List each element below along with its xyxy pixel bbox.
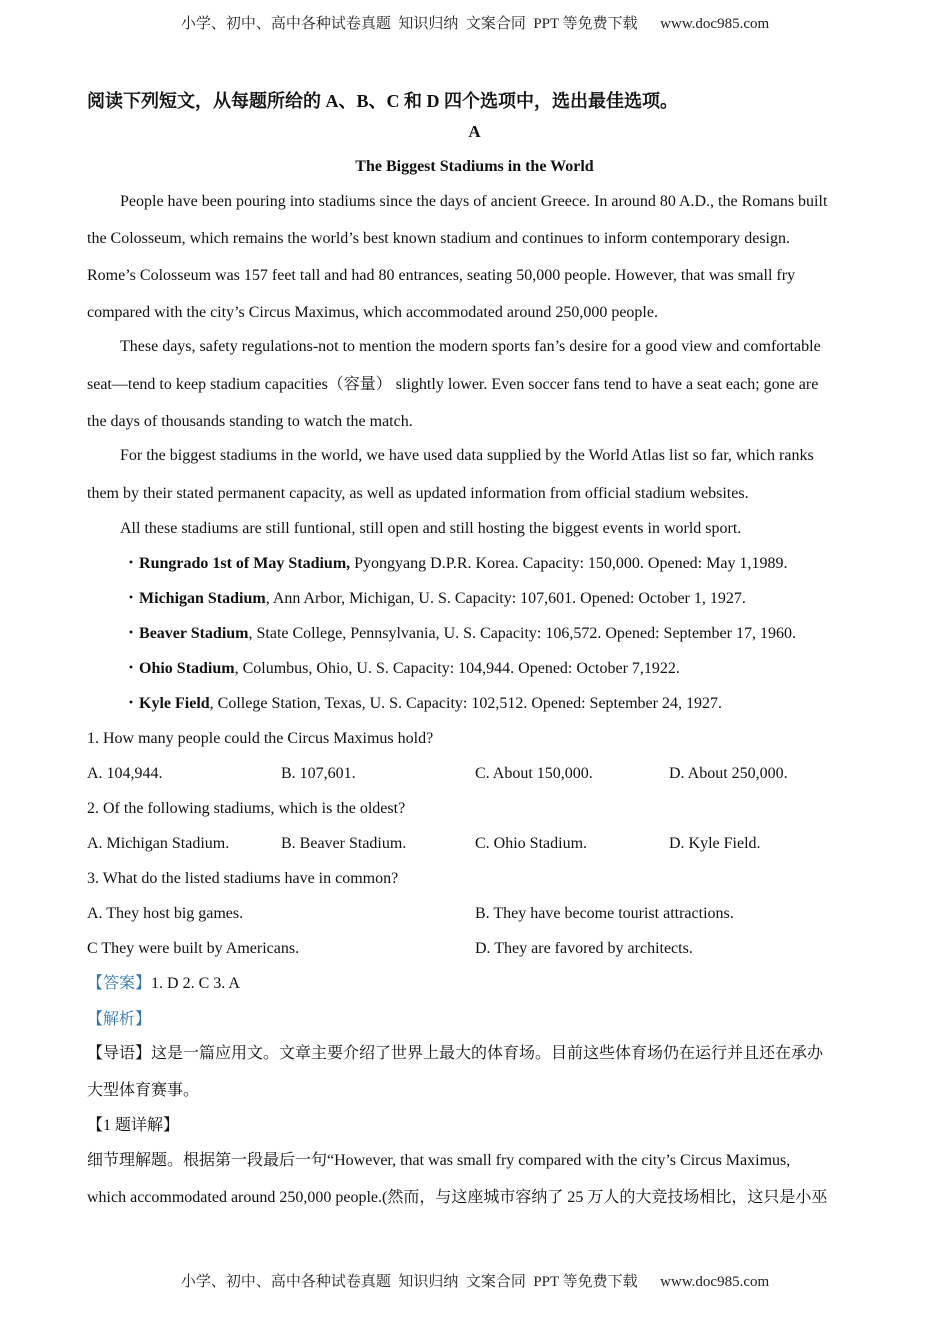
text-line: compared with the city’s Circus Maximus, which accommodated around 250,000 people. — [87, 304, 658, 321]
option: D. They are favored by architects. — [475, 940, 693, 957]
stadium-detail: Pyongyang D.P.R. Korea. Capacity: 150,000. Opened: May 1,1989. — [350, 555, 788, 572]
option: D. About 250,000. — [669, 765, 788, 782]
bullet: ・ — [123, 660, 140, 677]
text-line: Rome’s Colosseum was 157 feet tall and had 80 entrances, seating 50,000 people. However, that was small fry — [87, 267, 796, 284]
question-2: 2. Of the following stadiums, which is the oldest? — [87, 800, 406, 817]
stadium-detail: , Columbus, Ohio, U. S. Capacity: 104,944. Opened: October 7,1922. — [234, 660, 680, 677]
stadium-name: Kyle Field — [139, 695, 210, 712]
list-item — [87, 658, 862, 680]
question-3-options-row-1 — [87, 903, 862, 925]
bullet: ・ — [123, 625, 140, 642]
q1-detail-line: which accommodated around 250,000 people.(然而，与这座城市容纳了 25 万人的大竞技场相比，这只是小巫 — [87, 1189, 828, 1206]
bullet: ・ — [123, 555, 140, 572]
paragraph-1 — [87, 191, 862, 324]
stadium-detail: , State College, Pennsylvania, U. S. Capacity: 106,572. Opened: September 17, 1960. — [248, 625, 796, 642]
option: D. Kyle Field. — [669, 835, 761, 852]
option: C. About 150,000. — [475, 765, 593, 782]
page-footer: 小学、初中、高中各种试卷真题 知识归纳 文案合同 PPT 等免费下载 www.doc985.com — [180, 1274, 770, 1290]
paragraph-2 — [87, 336, 862, 433]
text-line: People have been pouring into stadiums since the days of ancient Greece. In around 80 A.D., the Romans built — [120, 193, 828, 210]
stadium-list — [87, 553, 862, 715]
text-line: These days, safety regulations-not to mention the modern sports fan’s desire for a good view and comfortable — [120, 338, 821, 355]
passage-title: The Biggest Stadiums in the World — [355, 158, 594, 175]
list-item — [87, 693, 862, 715]
answer-label: 【答案】 — [87, 975, 152, 992]
text-line: the days of thousands standing to watch the match. — [87, 413, 413, 430]
option: A. They host big games. — [87, 905, 244, 922]
stadium-name: Beaver Stadium — [139, 625, 249, 642]
instruction: 阅读下列短文，从每题所给的 A、B、C 和 D 四个选项中，选出最佳选项。 — [87, 91, 678, 111]
option: A. 104,944. — [87, 765, 163, 782]
guide-text: 这是一篇应用文。文章主要介绍了世界上最大的体育场。目前这些体育场仍在运行并且还在承办 — [151, 1045, 824, 1062]
section-label: A — [468, 122, 481, 141]
option: B. 107,601. — [281, 765, 356, 782]
analysis-label: 【解析】 — [87, 1011, 152, 1028]
text-line: seat—tend to keep stadium capacities（容量） slightly lower. Even soccer fans tend to have a seat each; gone are — [87, 376, 819, 393]
bullet: ・ — [123, 695, 140, 712]
option: C They were built by Americans. — [87, 940, 300, 957]
option: A. Michigan Stadium. — [87, 835, 230, 852]
q1-detail-line: 细节理解题。根据第一段最后一句“However, that was small fry compared with the city’s Circus Maximus, — [87, 1152, 791, 1169]
option: B. Beaver Stadium. — [281, 835, 407, 852]
question-3-options-row-2 — [87, 938, 862, 960]
document-body — [87, 86, 862, 1209]
guide-label: 【导语】 — [87, 1045, 152, 1062]
list-item — [87, 588, 862, 610]
paragraph-3 — [87, 445, 862, 505]
text-line: All these stadiums are still funtional, still open and still hosting the biggest events in world sport. — [120, 520, 742, 537]
stadium-name: Rungrado 1st of May Stadium, — [139, 555, 351, 572]
list-item — [87, 623, 862, 645]
list-item — [87, 553, 862, 575]
answer-line — [87, 973, 862, 995]
stadium-name: Michigan Stadium — [139, 590, 266, 607]
option: B. They have become tourist attractions. — [475, 905, 734, 922]
bullet: ・ — [123, 590, 140, 607]
paragraph-4 — [87, 518, 862, 540]
q1-detail-label: 【1 题详解】 — [87, 1117, 180, 1134]
text-line: For the biggest stadiums in the world, we have used data supplied by the World Atlas list so far, which ranks — [120, 447, 814, 464]
question-2-options — [87, 833, 862, 855]
question-3: 3. What do the listed stadiums have in common? — [87, 870, 399, 887]
stadium-detail: , College Station, Texas, U. S. Capacity: 102,512. Opened: September 24, 1927. — [209, 695, 722, 712]
stadium-detail: , Ann Arbor, Michigan, U. S. Capacity: 107,601. Opened: October 1, 1927. — [265, 590, 746, 607]
text-line: them by their stated permanent capacity, as well as updated information from official stadium websites. — [87, 485, 749, 502]
text-line: the Colosseum, which remains the world’s best known stadium and continues to inform contemporary design. — [87, 230, 790, 247]
answer-text: 1. D 2. C 3. A — [151, 975, 240, 992]
question-1-options — [87, 763, 862, 785]
page-header: 小学、初中、高中各种试卷真题 知识归纳 文案合同 PPT 等免费下载 www.doc985.com — [180, 16, 770, 32]
guide-line: 大型体育赛事。 — [87, 1082, 200, 1099]
option: C. Ohio Stadium. — [475, 835, 588, 852]
question-1: 1. How many people could the Circus Maximus hold? — [87, 730, 434, 747]
guide-line — [87, 1043, 862, 1065]
stadium-name: Ohio Stadium — [139, 660, 235, 677]
